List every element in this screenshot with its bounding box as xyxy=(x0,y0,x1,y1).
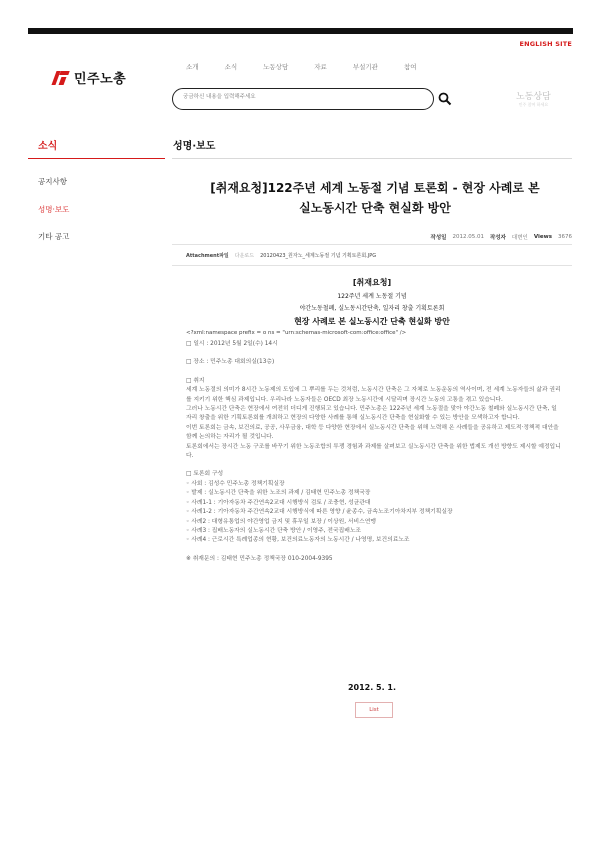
program-title: □ 토론회 구성 xyxy=(186,471,224,478)
search-input[interactable] xyxy=(181,93,425,101)
counseling-label: 노동상담 xyxy=(516,92,551,102)
sidebar-item-other-notices[interactable]: 기타 공고 xyxy=(38,232,70,241)
list-button[interactable]: List xyxy=(355,702,393,718)
heading-line2: 야간노동철폐, 실노동시간단축, 일자리 창출 기획토론회 xyxy=(299,305,445,312)
event-where: □ 장소 : 민주노총 대회의실(13층) xyxy=(186,359,275,366)
program-item: ◦ 발제 : 실노동시간 단축을 위한 노조의 과제 / 김태현 민주노총 정책국장 xyxy=(186,490,371,497)
english-site-link[interactable]: ENGLISH SITE xyxy=(519,40,572,48)
search-icon[interactable] xyxy=(438,92,452,106)
release-date: 2012. 5. 1. xyxy=(347,683,397,692)
xml-namespace-text: <?xml:namespace prefix = o ns = "urn:schemas-microsoft-com:office:office" /> xyxy=(186,330,407,336)
attachment-file-link[interactable]: 20120423_원자노_세계노동절 기념 기획토론회.JPG xyxy=(260,253,377,259)
search-box xyxy=(172,88,434,110)
views-label: Views xyxy=(533,234,552,240)
program-item: ◦ 사례4 : 근로시간 특례업종의 현황, 보건의료노동자의 노동시간 / 나영명, 보건의료노조 xyxy=(186,537,410,544)
sidebar-item-notice[interactable]: 공지사항 xyxy=(38,177,67,186)
program-item: ◦ 사례1-1 : 기아자동차 주간연속2교대 시행방식 검토 / 조충현, 성균관대 xyxy=(186,499,371,506)
article-author: 대변인 xyxy=(511,235,528,241)
purpose-title: □ 취지 xyxy=(186,377,205,384)
date-label: 작성일 xyxy=(430,235,447,241)
counseling-link[interactable] xyxy=(516,89,551,108)
logo[interactable] xyxy=(52,68,126,87)
download-link[interactable]: 다운로드 xyxy=(234,253,255,259)
nav-item-news[interactable]: 소식 xyxy=(224,63,238,71)
attachment-row xyxy=(186,252,376,259)
purpose-paragraph-2: 그러나 노동시간 단축은 현장에서 여전히 더디게 진행되고 있습니다. 민주노총은 122주년 세계 노동절을 맞아 야간노동 철폐와 실노동시간 단축, 일자리 창출을 위한 기획토론회를 개최하고 현장의 다양한 사례를 통해 실노동시간 단축을 현실화할 수 있는 방안을 모색하고자 합니다. xyxy=(186,406,557,422)
attachment-label: Attachment파일 xyxy=(186,253,229,259)
purpose-paragraph-3: 이번 토론회는 금속, 보건의료, 공공, 사무금융, 대학 등 다양한 현장에서 실노동시간 단축을 위해 노력해 온 사례들을 공유하고 제도적·정책적 대안을 함께 논의하는 자리가 될 것입니다. xyxy=(186,424,559,441)
nav-item-counseling[interactable]: 노동상담 xyxy=(263,63,289,71)
meta-divider xyxy=(172,244,572,245)
author-label: 작성자 xyxy=(489,235,506,241)
program-item: ◦ 사례1-2 : 기아자동차 주간연속2교대 시행방식에 따른 영향 / 윤종수, 금속노조기아차지부 정책기획실장 xyxy=(186,509,453,516)
title-divider xyxy=(172,158,572,159)
nav-item-participate[interactable]: 참여 xyxy=(403,63,417,71)
sidebar-item-statements[interactable]: 성명·보도 xyxy=(38,205,70,214)
purpose-paragraph-1: 세계 노동절의 의미가 8시간 노동제의 도입에 그 뿌리를 두는 것처럼, 노동시간 단축은 그 자체로 노동운동의 역사이며, 전 세계 노동자들의 삶과 권리를 지키기 위한 핵심 과제입니다. 우리나라 노동자들은 OECD 최장 노동시간에 시달리며 장시간 노동의 고통을 겪고 있습니다. xyxy=(186,387,561,403)
heading-line3: 현장 사례로 본 실노동시간 단축 현실화 방안 xyxy=(294,317,450,326)
program-item: ◦ 사례3 : 집배노동자의 실노동시간 단축 방안 / 이영주, 전국집배노조 xyxy=(186,527,362,534)
logo-text: 민주노총 xyxy=(74,72,127,87)
logo-mark-icon xyxy=(52,71,70,85)
nav-item-affiliates[interactable]: 부설기관 xyxy=(352,63,378,71)
article-title-line1: [취재요청]122주년 세계 노동절 기념 토론회 - 현장 사례로 본 xyxy=(210,181,540,195)
sidebar-title: 소식 xyxy=(38,141,58,152)
page-title: 성명·보도 xyxy=(173,141,216,152)
article-title-line2: 실노동시간 단축 현실화 방안 xyxy=(299,201,451,215)
program-item: ◦ 사례2 : 대형유통업의 야간영업 금지 및 휴무일 보장 / 이상원, 서비스연맹 xyxy=(186,518,376,525)
main-navigation xyxy=(186,62,443,71)
heading-line1: 122주년 세계 노동절 기념 xyxy=(337,293,407,300)
top-bar xyxy=(28,28,573,34)
heading-tag: [취재요청] xyxy=(352,278,392,287)
nav-item-about[interactable]: 소개 xyxy=(186,63,199,71)
program-item: ◦ 사회 : 김성수 민주노총 정책기획실장 xyxy=(186,480,285,487)
article-title xyxy=(190,178,560,218)
contact-info: ※ 취재문의 : 김태현 민주노총 정책국장 010-2004-9395 xyxy=(186,555,333,562)
sidebar-divider xyxy=(28,158,165,159)
article-meta xyxy=(431,233,573,241)
article-body xyxy=(186,340,562,564)
article-views: 3676 xyxy=(558,234,572,240)
attachment-divider xyxy=(172,265,572,266)
article-date: 2012.05.01 xyxy=(452,234,484,240)
event-when: □ 일시 : 2012년 5월 2일(수) 14시 xyxy=(186,341,278,347)
purpose-paragraph-4: 토론회에서는 장시간 노동 구조를 바꾸기 위한 노동조합의 투쟁 경험과 과제를 살펴보고 실노동시간 단축을 위한 법제도 개선 방향도 제시할 예정입니다. xyxy=(186,443,561,460)
counseling-sub: 민주 참여 하세요 xyxy=(518,102,549,107)
nav-item-resources[interactable]: 자료 xyxy=(314,63,327,71)
